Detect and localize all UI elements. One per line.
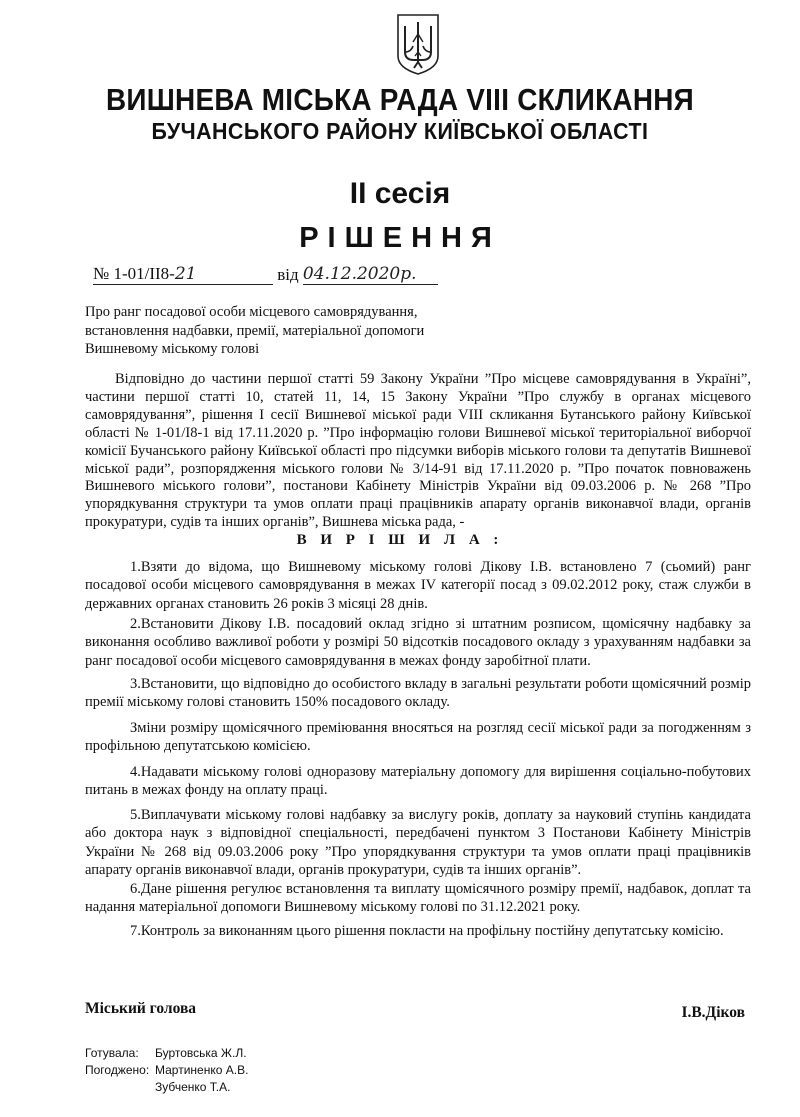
signatory-name: І.В.Діков [681,1004,745,1021]
agreed-name-1: Мартиненко А.В. [155,1063,249,1077]
decision-number-field [93,264,273,285]
preamble-paragraph: Відповідно до частини першої статті 59 Закону України ”Про місцеве самоврядування в Україні”, частини першої статті 10, статей 11, 14, 15 Закону України ”Про службу в органах місцевого самоврядування”, рішення І сесії Вишневої міської ради VIII скликання Бутанського району Київської області № 1-01/І8-1 від 17.11.2020 р. ”Про інформацію голови Вишневої міської територіальної виборчої комісії Бучанського району Київської області про підсумки виборів міського голови та депутатів Вишневої міської ради”, розпорядження міського голови № 3/14-91 від 17.11.2020 р. ”Про початок повноважень Вишневого міського голови”, постанови Кабінету Міністрів України від 09.03.2006 р. № 268 ”Про упорядкування структури та умов оплати праці працівників апарату органів виконавчої влади, органів прокуратури, судів та інших органів”, Вишнева міська рада, - [85,371,751,531]
council-district: БУЧАНСЬКОГО РАЙОНУ КИЇВСЬКОЇ ОБЛАСТІ [151,118,649,144]
decision-point-7: 7.Контроль за виконанням цього рішення покласти на профільну постійну депутатську комісію. [130,923,724,939]
decision-point-5: 5.Виплачувати міському голові надбавку за вислугу років, доплату за науковий ступінь кандидата або доктора наук з відповідної спеціальності, передбачені пунктом 3 Постанови Кабінету Міністрів України № 268 від 09.03.2006 року ”Про упорядкування структури та умов оплати праці працівників апарату органів виконавчої влади, органів прокуратури, судів та інших органів”. [85,807,751,879]
prepared-label: Готувала: [85,1046,139,1060]
council-name: ВИШНЕВА МІСЬКА РАДА VIII СКЛИКАННЯ [105,82,695,117]
trident-icon [395,12,441,76]
decision-date-field [303,264,438,285]
decision-subject: Про ранг посадової особи місцевого самоврядування, встановлення надбавки, премії, матеріальної допомоги Вишневому міському голові [85,304,425,357]
decision-number-handwritten: 21 [174,264,197,284]
signatory-title: Міський голова [85,1000,197,1017]
agreed-name-2: Зубченко Т.А. [155,1080,231,1094]
document-title: РІШЕННЯ [299,222,501,254]
decision-point-3: 3.Встановити, що відповідно до особистого вкладу в загальні результати роботи щомісячний розмір премії міському голові становить 150% посадового окладу. [85,676,751,711]
decision-point-4: 4.Надавати міському голові одноразову матеріальну допомогу для вирішення соціально-побутових питань в межах фонду на оплату праці. [85,764,751,799]
decision-point-6: 6.Дане рішення регулює встановлення та виплату щомісячного розміру премії, надбавок, доплат та надання матеріальної допомоги Вишневому міському голові по 31.12.2021 року. [85,881,751,916]
session-title: ІІ сесія [349,177,451,210]
decision-date-handwritten: 04.12.2020р. [302,264,417,284]
prepared-by-block [85,1046,248,1095]
decision-point-1: 1.Взяти до відома, що Вишневому міському голові Дікову І.В. встановлено 7 (сьомий) ранг посадової особи місцевого самоврядування в межах IV категорії посад з 09.02.2012 року, стаж служби в державних органах становить 26 років 3 місяці 28 днів. [85,559,751,612]
decision-point-3-note: Зміни розміру щомісячного преміювання вносяться на розгляд сесії міської ради за погодженням з профільною депутатською комісією. [85,720,751,755]
decision-number-prefix: № 1-01/ІІ8- [93,264,175,283]
prepared-name: Буртовська Ж.Л. [155,1046,247,1060]
registration-line [93,264,438,285]
agreed-label: Погоджено: [85,1063,150,1077]
resolved-heading: В И Р І Ш И Л А : [296,532,504,548]
date-label: від [277,265,299,284]
decision-point-2: 2.Встановити Дікову І.В. посадовий оклад згідно зі штатним розписом, щомісячну надбавку за виконання особливо важливої роботи у розмірі 50 відсотків посадового окладу з урахуванням надбавки за ранг посадової особи місцевого самоврядування в межах фонду заробітної плати. [85,616,751,669]
